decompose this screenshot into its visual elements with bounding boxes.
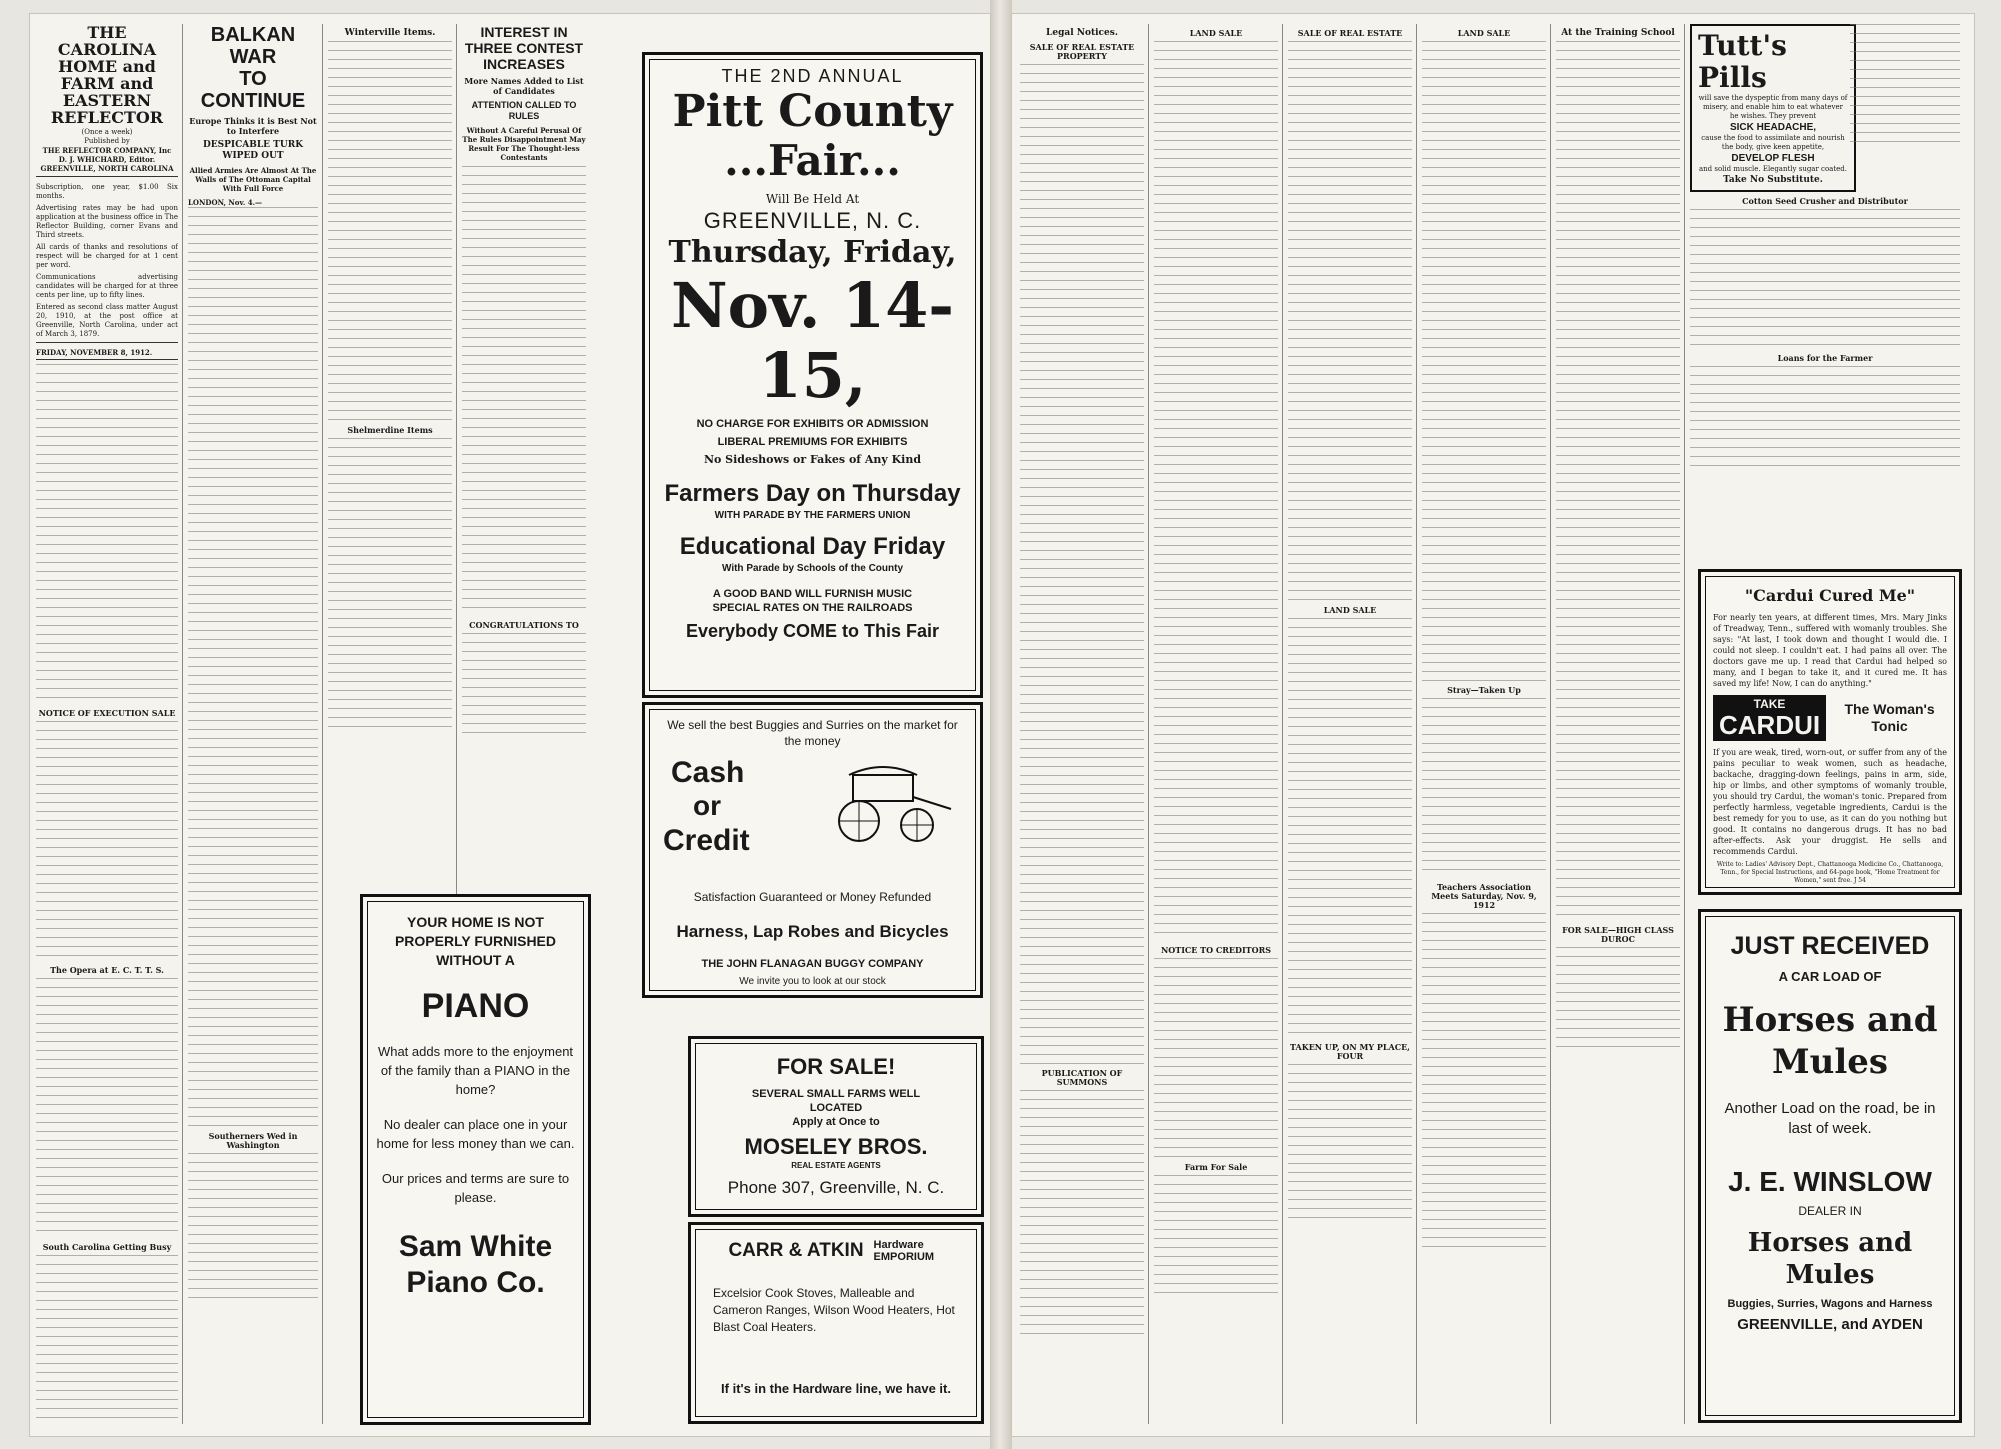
piano-ad-terms: Our prices and terms are sure to please. — [381, 1171, 570, 1205]
piano-ad-company: Sam White — [398, 1230, 553, 1263]
balkan-article-text — [188, 207, 318, 1127]
southerners-wed-text — [188, 1153, 318, 1303]
tutts-side-text — [1850, 24, 1960, 144]
entered-second-class: Entered as second class matter August 20, 1910, at the post office at Greenville, North Carolina, under act of March 3, 1879. — [36, 303, 178, 343]
moseley-for-sale-advertisement — [688, 1036, 984, 1217]
masthead-frequency: (Once a week) — [81, 128, 133, 136]
farm-for-sale-heading: Farm For Sale — [1184, 1162, 1248, 1172]
farm-for-sale-text — [1154, 1175, 1278, 1295]
legal-notices-heading: Legal Notices. — [1046, 28, 1118, 38]
fair-days: Thursday, Friday, — [668, 235, 957, 270]
tutts-pills-advertisement — [1690, 24, 1856, 192]
cardui-name: CARDUI — [1719, 710, 1821, 740]
carr-atkin-advertisement — [688, 1222, 984, 1424]
sale-of-real-estate-heading: SALE OF REAL ESTATE — [1297, 28, 1403, 38]
taken-up-text — [1288, 1064, 1412, 1224]
winslow-horses-mules: Horses and Mules — [1747, 1228, 1913, 1290]
land-sale-column — [1154, 24, 1278, 1424]
column-rule — [1148, 24, 1149, 1424]
carr-atkin-emporium: Hardware EMPORIUM — [873, 1239, 935, 1263]
for-sale-farms: SEVERAL SMALL FARMS WELL LOCATED — [751, 1088, 921, 1114]
fair-schools-parade: With Parade by Schools of the County — [721, 563, 904, 574]
land-sale-column-2 — [1422, 24, 1546, 1424]
southerners-wed-heading: Southerners Wed in Washington — [208, 1131, 298, 1150]
fair-held-at: Will Be Held At — [765, 192, 860, 206]
buggy-invite: We invite you to look at our stock — [739, 976, 886, 987]
masthead-publisher: THE REFLECTOR COMPANY, Inc — [42, 146, 172, 155]
masthead-title: THE CAROLINA HOME and FARM and EASTERN REFLECTOR — [50, 24, 164, 127]
subscription-rate: Subscription, one year, $1.00 Six months. — [36, 183, 178, 200]
winslow-just-received: JUST RECEIVED — [1730, 932, 1930, 960]
tutts-substitute: Take No Substitute. — [1723, 175, 1823, 185]
publication-summons-heading: PUBLICATION OF SUMMONS — [1041, 1068, 1123, 1087]
fair-farmers-day: Farmers Day on Thursday — [664, 480, 961, 507]
winslow-buggies: Buggies, Surries, Wagons and Harness — [1727, 1298, 1933, 1310]
masthead-published-by: Published by — [84, 137, 130, 145]
carr-atkin-stoves: Excelsior Cook Stoves, Malleable and Cameron Ranges, Wilson Wood Heaters, Hot Blast Coal Heaters. — [713, 1286, 955, 1334]
winterville-text — [328, 41, 452, 421]
masthead-editor: D. J. WHICHARD, Editor. — [58, 155, 156, 164]
right-newspaper-page — [1012, 14, 1974, 1436]
duroc-for-sale-heading: FOR SALE—HIGH CLASS DUROC — [1562, 925, 1674, 944]
tutts-headache: SICK HEADACHE, — [1729, 122, 1817, 133]
land-sale-text — [1154, 41, 1278, 941]
contest-headline: INTEREST IN THREE CONTEST INCREASES — [464, 24, 584, 72]
opera-text — [36, 978, 178, 1238]
taken-up-heading: TAKEN UP, ON MY PLACE, FOUR — [1290, 1042, 1410, 1061]
winslow-horses-and: Horses and — [1722, 1000, 1938, 1040]
buggy-satisfaction: Satisfaction Guaranteed or Money Refunded — [693, 890, 932, 904]
balkan-column — [188, 24, 318, 1424]
pitt-county-fair-advertisement — [642, 52, 983, 698]
buggy-cash-credit-block — [645, 749, 980, 889]
tutts-flesh: DEVELOP FLESH — [1731, 153, 1815, 164]
piano-ad-claim: No dealer can place one in your home for less money than we can. — [376, 1117, 575, 1151]
tutts-column — [1690, 24, 1960, 474]
balkan-deck-2: DESPICABLE TURK WIPED OUT — [202, 140, 304, 161]
buggy-intro: We sell the best Buggies and Surries on the market for the money — [667, 718, 958, 748]
congratulations-text — [462, 633, 586, 733]
masthead-column — [36, 24, 178, 1424]
land-sale-text-3 — [1422, 41, 1546, 681]
buggy-harness: Harness, Lap Robes and Bicycles — [676, 922, 949, 941]
column-rule — [1550, 24, 1551, 1424]
advertising-rates: Advertising rates may be had upon application at the business office in The Reflector Building, corner Evans and Third streets. — [36, 204, 178, 239]
fair-no-sideshows: No Sideshows or Fakes of Any Kind — [703, 453, 922, 466]
left-newspaper-page — [30, 14, 990, 1436]
buggy-cash: Cash — [671, 756, 745, 789]
winslow-horses-mules-advertisement — [1698, 909, 1962, 1423]
balkan-headline: BALKAN WAR — [210, 24, 296, 68]
column-rule — [182, 24, 183, 1424]
balkan-deck-3: Allied Armies Are Almost At The Walls of The Ottoman Capital With Full Force — [189, 166, 317, 193]
column-rule — [1282, 24, 1283, 1424]
fair-annual: THE 2ND ANNUAL — [721, 66, 904, 86]
contest-deck-2: ATTENTION CALLED TO RULES — [471, 100, 577, 121]
execution-sale-text — [36, 721, 178, 961]
cards-of-thanks: All cards of thanks and resolutions of respect will be charged for at 1 cent per word. — [36, 243, 178, 269]
notice-execution-sale-heading: NOTICE OF EXECUTION SALE — [38, 708, 176, 718]
contest-article-text — [462, 166, 586, 616]
fair-subtitle: ...Fair... — [724, 136, 901, 185]
shelmerdine-text — [328, 438, 452, 728]
communications-note: Communications advertising candidates will be charged for at three cents per line, up to fifty lines. — [36, 273, 178, 299]
cardui-advertisement — [1698, 569, 1962, 895]
training-school-text — [1556, 41, 1680, 921]
for-sale-apply: Apply at Once to — [792, 1116, 880, 1128]
column-rule — [322, 24, 323, 1424]
buggy-credit: Credit — [663, 824, 750, 857]
editorial-text-block — [36, 364, 178, 704]
carr-atkin-header — [691, 1239, 981, 1263]
teachers-association-heading: Teachers Association Meets Saturday, Nov. 9, 1912 — [1431, 882, 1537, 910]
buggy-or: or — [693, 790, 721, 821]
tutts-muscle: and solid muscle. Elegantly sugar coated. — [1698, 165, 1848, 173]
notice-creditors-heading: NOTICE TO CREDITORS — [1160, 945, 1272, 955]
balkan-deck-1: Europe Thinks it is Best Not to Interfere — [189, 116, 317, 136]
fair-location: GREENVILLE, N. C. — [703, 208, 922, 233]
training-school-heading: At the Training School — [1561, 28, 1675, 38]
real-estate-column — [1288, 24, 1412, 1424]
masthead-place: GREENVILLE, NORTH CAROLINA — [36, 164, 178, 177]
contest-deck-3: Without A Careful Perusal Of The Rules Disappointment May Result For The Thought-less Contestants — [462, 126, 586, 162]
buggy-illustration-icon — [813, 757, 953, 847]
tutts-title: Tutt's Pills — [1698, 29, 1787, 94]
cardui-brand-block — [1713, 695, 1947, 741]
teachers-association-text — [1422, 913, 1546, 1253]
cardui-body: If you are weak, tired, worn-out, or suffer from any of the pains peculiar to weak women, such as headache, backache, dragging-down feelings, pains in arm, side, hip or limbs, and other symptoms of womanly trouble, you should try Cardui, the woman's tonic. Prepared from perfectly harmless, vegetable ingredients, Cardui is the best remedy for you to use, as it can do you nothing but good. It contains no dangerous drugs. It has no bad after-effects. Ask your druggist. He sells and recommends Cardui. — [1713, 748, 1947, 856]
sale-of-real-estate-text — [1288, 41, 1412, 601]
cardui-testimonial: For nearly ten years, at different times, Mrs. Mary Jinks of Treadway, Tenn., suffered with womanly troubles. She says: "At last, I took down and thought I would die. I could not sleep. I couldn't eat. I had pains all over. The doctors gave me up. I read that Cardui had helped so many, and I began to take it, and it cured me. It has saved my life! Now, I can do anything." — [1713, 613, 1947, 688]
cardui-tonic: The Woman's Tonic — [1844, 701, 1935, 734]
column-rule — [1684, 24, 1685, 1424]
buggy-company: THE JOHN FLANAGAN BUGGY COMPANY — [701, 958, 924, 970]
balkan-dateline: LONDON, Nov. 4.— — [188, 198, 263, 207]
tutts-claim: will save the dyspeptic from many days of misery, and enable him to eat whatever he wishes. They prevent — [1698, 94, 1848, 120]
piano-ad-intro: YOUR HOME IS NOT PROPERLY FURNISHED WITHOUT A — [394, 914, 557, 968]
for-sale-title: FOR SALE! — [776, 1054, 896, 1079]
land-sale-text-2 — [1288, 618, 1412, 1038]
land-sale-heading-3: LAND SALE — [1457, 28, 1511, 38]
shelmerdine-heading: Shelmerdine Items — [347, 425, 433, 435]
flanagan-buggy-advertisement — [642, 702, 983, 998]
summons-text — [1020, 1090, 1144, 1340]
south-carolina-heading: South Carolina Getting Busy — [42, 1242, 172, 1252]
winslow-location: GREENVILLE, and AYDEN — [1737, 1316, 1923, 1333]
loans-text — [1690, 366, 1960, 466]
winslow-dealer-in: DEALER IN — [1798, 1204, 1862, 1218]
duroc-for-sale-text — [1556, 947, 1680, 1047]
opera-heading: The Opera at E. C. T. T. S. — [50, 965, 164, 975]
dateline: FRIDAY, NOVEMBER 8, 1912. — [36, 348, 178, 360]
cardui-take: TAKE — [1753, 697, 1786, 711]
piano-ad-company-2: Piano Co. — [406, 1266, 545, 1299]
cotton-seed-heading: Cotton Seed Crusher and Distributor — [1742, 196, 1908, 206]
winterville-heading: Winterville Items. — [344, 28, 436, 38]
land-sale-heading: LAND SALE — [1189, 28, 1243, 38]
carr-atkin-slogan: If it's in the Hardware line, we have it. — [721, 1381, 951, 1396]
fair-educational-day: Educational Day Friday — [679, 533, 946, 560]
column-rule — [1416, 24, 1417, 1424]
notice-creditors-text — [1154, 958, 1278, 1158]
fair-dates: Nov. 14-15, — [671, 269, 954, 412]
fair-farmers-parade: WITH PARADE BY THE FARMERS UNION — [714, 510, 911, 521]
congratulations-heading: CONGRATULATIONS TO — [469, 620, 579, 630]
winslow-name: J. E. WINSLOW — [1728, 1166, 1932, 1197]
fair-rates: SPECIAL RATES ON THE RAILROADS — [712, 602, 913, 614]
stray-text — [1422, 698, 1546, 878]
carr-atkin-name: CARR & ATKIN — [728, 1240, 864, 1261]
stray-heading: Stray—Taken Up — [1447, 685, 1521, 695]
piano-ad-title: PIANO — [421, 987, 530, 1025]
land-sale-heading-2: LAND SALE — [1323, 605, 1377, 615]
fair-band: A GOOD BAND WILL FURNISH MUSIC — [712, 588, 913, 600]
piano-advertisement — [360, 894, 591, 1425]
south-carolina-text — [36, 1255, 178, 1424]
fair-title: Pitt County — [672, 86, 953, 137]
legal-notices-column — [1020, 24, 1144, 1424]
cardui-logo — [1713, 695, 1826, 741]
training-school-column — [1556, 24, 1680, 1424]
balkan-headline-2: TO CONTINUE — [200, 68, 306, 112]
winslow-car-load: A CAR LOAD OF — [1778, 969, 1882, 984]
cotton-seed-text — [1690, 209, 1960, 349]
cardui-footer: Write to: Ladies' Advisory Dept., Chattanooga Medicine Co., Chattanooga, Tenn., for Special Instructions, and 64-page book, "Home Treatment for Women," sent free. J 54 — [1716, 861, 1944, 884]
fair-no-charge: NO CHARGE FOR EXHIBITS OR ADMISSION — [696, 418, 929, 430]
for-sale-agents: REAL ESTATE AGENTS — [791, 1161, 881, 1170]
tutts-food: cause the food to assimilate and nourish the body, give keen appetite, — [1701, 134, 1845, 151]
winslow-another-load: Another Load on the road, be in last of week. — [1724, 1100, 1936, 1137]
cardui-headline: "Cardui Cured Me" — [1744, 586, 1916, 605]
sale-notice-text — [1020, 64, 1144, 1064]
fair-premiums: LIBERAL PREMIUMS FOR EXHIBITS — [717, 436, 908, 448]
sale-real-estate-property-heading: SALE OF REAL ESTATE PROPERTY — [1029, 42, 1135, 61]
for-sale-phone: Phone 307, Greenville, N. C. — [727, 1178, 945, 1197]
loans-heading: Loans for the Farmer — [1777, 353, 1873, 363]
for-sale-company: MOSELEY BROS. — [744, 1134, 928, 1159]
piano-ad-question: What adds more to the enjoyment of the family than a PIANO in the home? — [377, 1044, 574, 1097]
page-gutter — [990, 0, 1012, 1449]
fair-everybody: Everybody COME to This Fair — [685, 621, 940, 641]
winslow-mules: Mules — [1771, 1042, 1889, 1082]
contest-deck-1: More Names Added to List of Candidates — [464, 76, 584, 96]
